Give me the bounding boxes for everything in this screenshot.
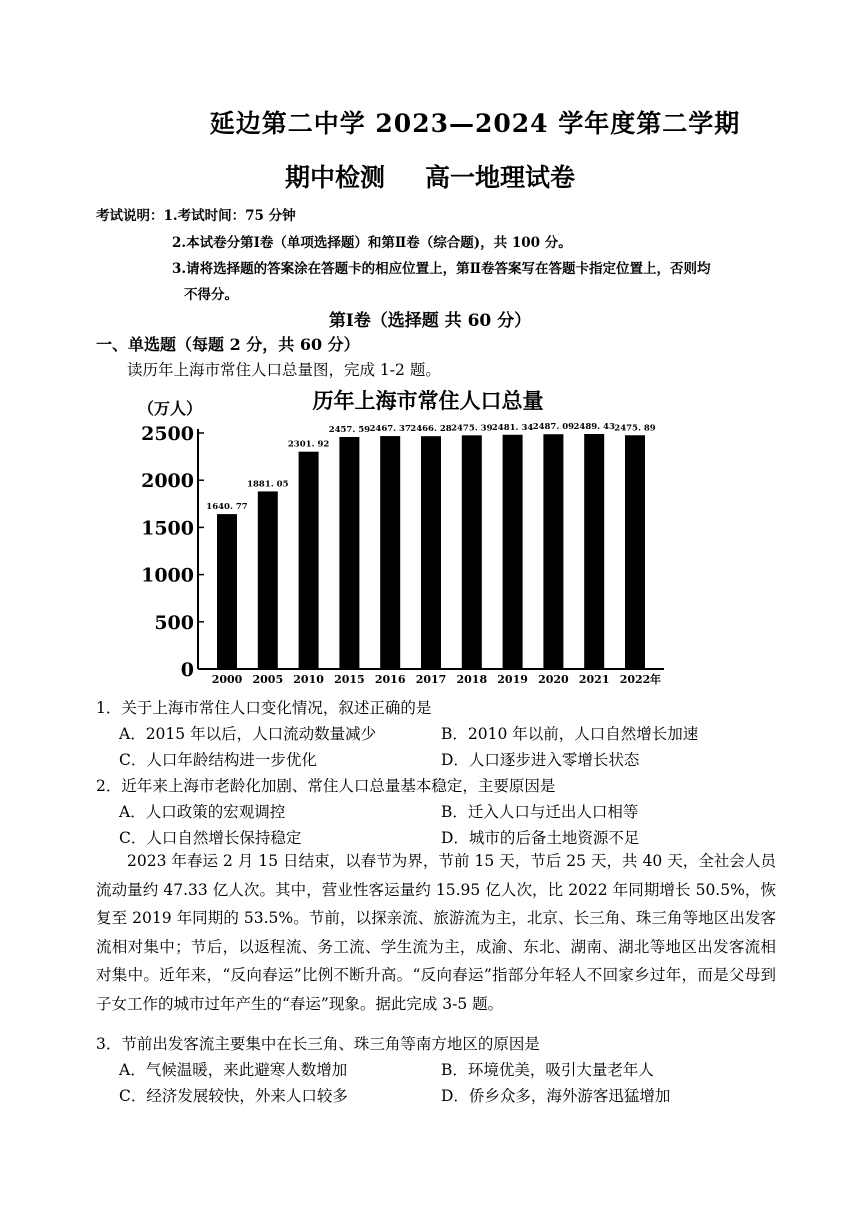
question-2-option-d: D．城市的后备土地资源不足 [441,829,640,847]
bar [503,435,523,669]
x-tick-label: 2000 [211,673,243,686]
y-tick-label: 2500 [141,423,194,445]
bar-value-label: 2475. 39 [451,423,493,434]
bar [258,491,278,669]
bar [299,452,319,669]
exam-type: 期中检测 [284,163,385,192]
question-1-option-c: C．人口年龄结构进一步优化 [119,751,317,769]
bar-value-label: 2301. 92 [287,439,330,450]
x-tick-label: 2017 [415,673,447,686]
bar [543,434,563,669]
question-2-stem: 2．近年来上海市老龄化加剧、常住人口总量基本稳定，主要原因是 [96,777,556,795]
question-3-option-a: A．气候温暖，来此避寒人数增加 [119,1061,348,1079]
y-tick-label: 1500 [141,517,194,540]
y-tick-label: 1000 [141,564,194,587]
bar-value-label: 2481. 34 [491,422,534,433]
bar-value-label: 2457. 59 [328,425,371,436]
question-1-option-a: A．2015 年以后，人口流动数量减少 [119,725,377,743]
bar-value-label: 2489. 43 [573,421,615,432]
bar-value-label: 2487. 09 [532,422,575,433]
question-2-option-a: A．人口政策的宏观调控 [119,803,286,821]
y-tick-label: 2000 [141,470,194,493]
x-tick-label: 2016 [374,673,406,686]
bar [462,435,482,669]
x-tick-label: 2005 [252,673,284,686]
question-3-option-d: D．侨乡众多，海外游客迅猛增加 [441,1087,671,1105]
chart-title: 历年上海市常住人口总量 [312,388,544,413]
instructions-lead: 考试说明：1.考试时间：75 分钟 [96,208,296,224]
passage [96,847,776,1018]
question-1-option-b: B．2010 年以前，人口自然增长加速 [441,725,699,743]
bar-value-label: 2475. 89 [614,423,656,434]
chart-ylabel: （万人） [138,399,203,418]
bar-value-label: 1881. 05 [247,479,289,490]
bar-value-label: 2466. 28 [410,424,452,435]
y-tick-label: 500 [154,611,194,634]
question-3-option-c: C．经济发展较快，外来人口较多 [119,1087,348,1105]
x-tick-label: 2021 [578,673,610,686]
instructions-item3-line2: 不得分。 [184,287,238,303]
bar-value-label: 2467. 37 [369,424,411,435]
bar [625,435,645,669]
question-3-option-b: B．环境优美，吸引大量老年人 [441,1061,654,1079]
x-tick-label: 2018 [456,673,488,686]
passage-text: 2023 年春运 2 月 15 日结束，以春节为界，节前 15 天，节后 25 天，共 40 天，全社会人员流动量约 47.33 亿人次。其中，营业性客运量约 15.95 亿人次，比 2022 年同期增长 50.5%，恢复至 2019 年同期的 53.5%。节前，以探亲流、旅游流为主，北京、长三角、珠三角等地区出发客流相对集中；节后，以返程流、务工流、学生流为主，成渝、东北、湖南、湖北等地区出发客流相对集中。近年来，“反向春运”比例不断升高。“反向春运”指部分年轻人不回家乡过年，而是父母到子女工作的城市过年产生的“春运”现象。据此完成 3-5 题。 [96,852,776,1013]
chart-bars [217,434,645,669]
x-tick-label: 2015 [334,673,365,686]
x-tick-label: 2020 [538,673,569,686]
exam-title-line1: 延边第二中学 2023—2024 学年度第二学期 [209,109,741,138]
chart-xlabel: 年 [650,673,661,686]
section1-title: 一、单选题（每题 2 分，共 60 分） [96,335,360,354]
part1-title: 第Ⅰ卷（选择题 共 60 分） [328,311,532,331]
question-3-stem: 3．节前出发客流主要集中在长三角、珠三角等南方地区的原因是 [96,1035,540,1053]
y-tick-label: 0 [180,659,194,681]
question-2-option-c: C．人口自然增长保持稳定 [119,829,302,847]
instructions-item2: 2.本试卷分第Ⅰ卷（单项选择题）和第Ⅱ卷（综合题)，共 100 分。 [172,235,572,251]
chart-intro: 读历年上海市常住人口总量图，完成 1-2 题。 [127,361,441,379]
x-tick-label: 2019 [497,673,528,686]
bar [339,437,359,669]
instructions-item3-line1: 3.请将选择题的答案涂在答题卡的相应位置上，第Ⅱ卷答案写在答题卡指定位置上，否则均 [172,261,711,277]
question-1-stem: 1．关于上海市常住人口变化情况，叙述正确的是 [96,699,432,717]
exam-subject: 高一地理试卷 [425,163,576,192]
bar [421,436,441,669]
question-2-option-b: B．迁入人口与迁出人口相等 [441,803,639,821]
bar-value-label: 1640. 77 [206,502,248,513]
x-tick-label: 2010 [293,673,324,686]
x-tick-label: 2022 [619,673,651,686]
bar [380,436,400,669]
bar [217,514,237,669]
question-1-option-d: D．人口逐步进入零增长状态 [441,751,640,769]
bar [584,434,604,669]
